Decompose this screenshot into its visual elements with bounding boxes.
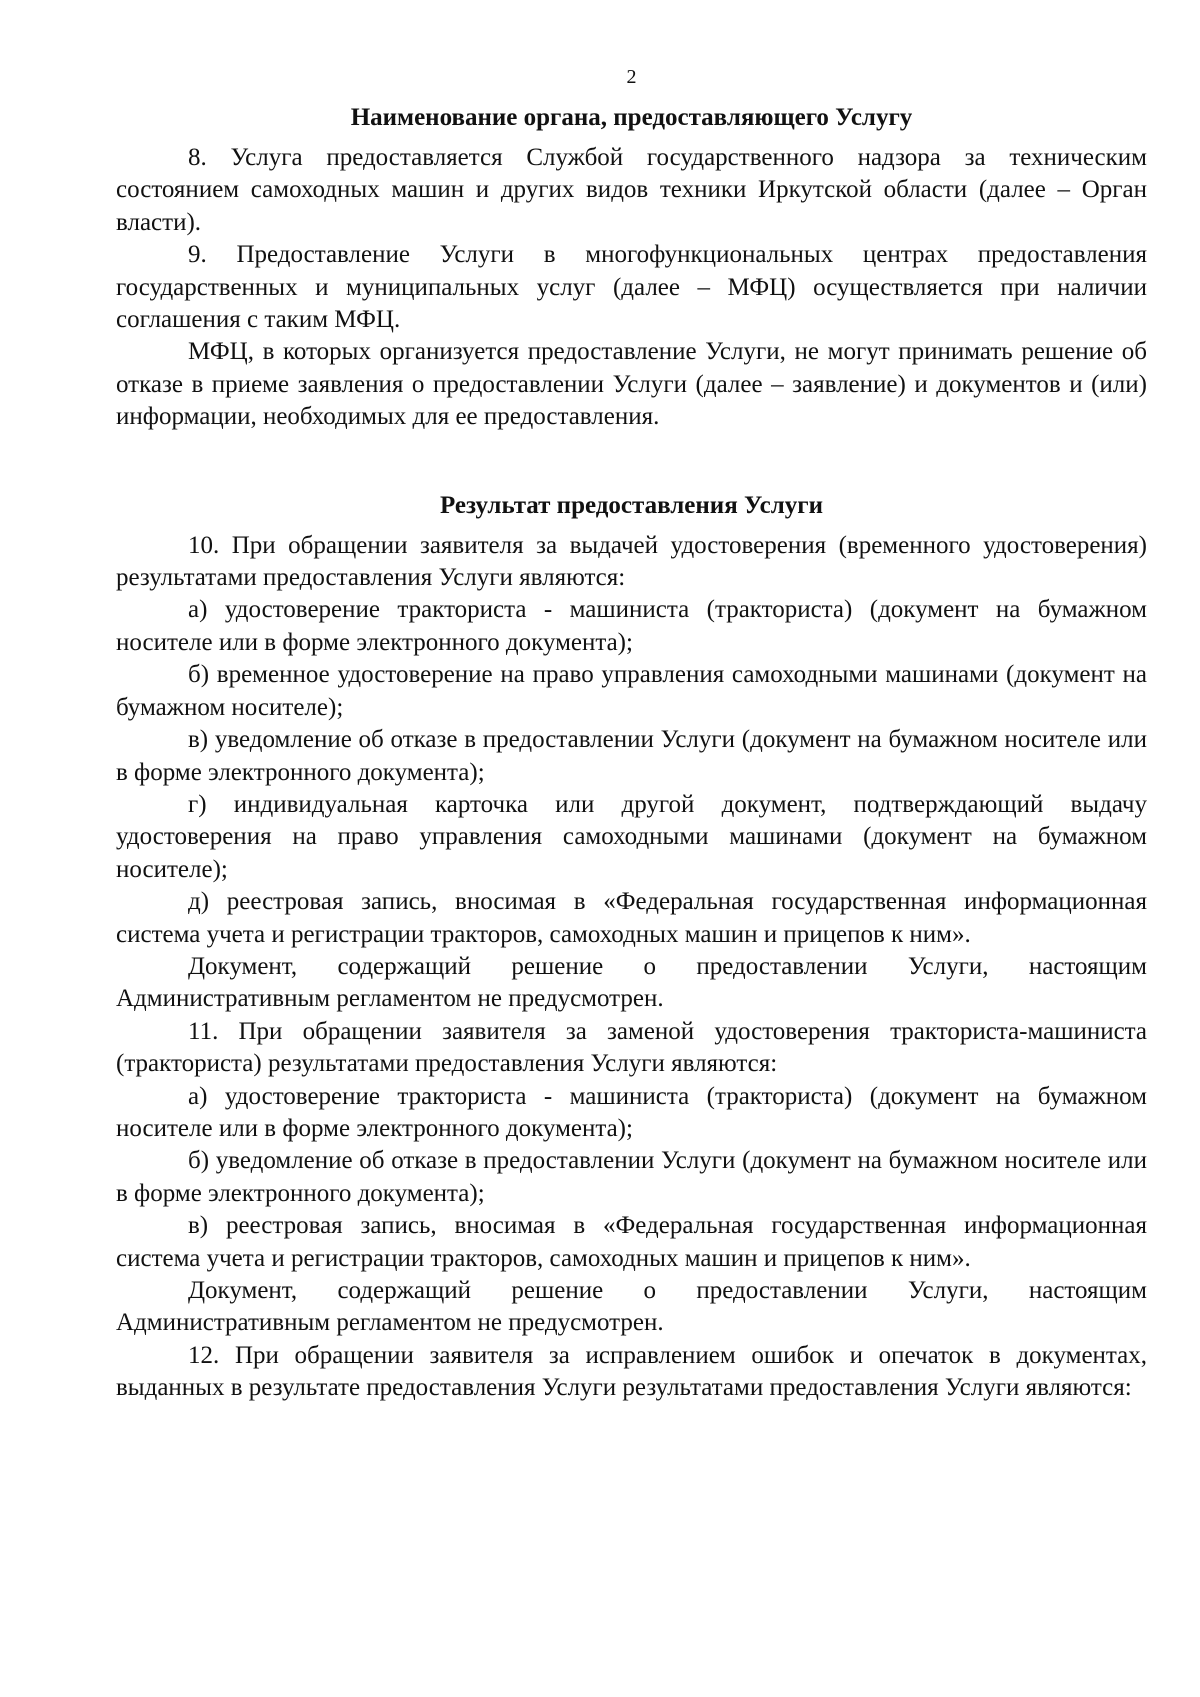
paragraph: Документ, содержащий решение о предоставлении Услуги, настоящим Административным регламентом не предусмотрен. (116, 952, 1147, 1013)
paragraph: г) индивидуальная карточка или другой документ, подтверждающий выдачу удостоверения на право управления самоходными машинами (документ на бумажном носителе); (116, 790, 1147, 883)
paragraph: б) временное удостоверение на право управления самоходными машинами (документ на бумажном носителе); (116, 661, 1147, 721)
paragraph: в) уведомление об отказе в предоставлении Услуги (документ на бумажном носителе или в форме электронного документа); (116, 726, 1147, 786)
paragraph: 11. При обращении заявителя за заменой удостоверения тракториста-машиниста (тракториста) результатами предоставления Услуги являются: (116, 1017, 1147, 1078)
paragraph: Документ, содержащий решение о предоставлении Услуги, настоящим Административным регламентом не предусмотрен. (116, 1277, 1147, 1337)
page-number: 2 (626, 66, 637, 88)
section-heading: Результат предоставления Услуги (439, 491, 823, 519)
paragraph: д) реестровая запись, вносимая в «Федеральная государственная информационная система учета и регистрации тракторов, самоходных машин и прицепов к ним». (116, 888, 1147, 948)
section-heading: Наименование органа, предоставляющего Услугу (350, 104, 913, 131)
paragraph: 10. При обращении заявителя за выдачей удостоверения (временного удостоверения) результатами предоставления Услуги являются: (116, 531, 1147, 592)
paragraph: 8. Услуга предоставляется Службой государственного надзора за техническим состоянием самоходных машин и других видов техники Иркутской области (далее – Орган власти). (116, 144, 1147, 236)
paragraph: 9. Предоставление Услуги в многофункциональных центрах предоставления государственных и муниципальных услуг (далее – МФЦ) осуществляется при наличии соглашения с таким МФЦ. (116, 241, 1147, 334)
paragraph: в) реестровая запись, вносимая в «Федеральная государственная информационная система учета и регистрации тракторов, самоходных машин и прицепов к ним». (116, 1212, 1147, 1272)
paragraph: б) уведомление об отказе в предоставлении Услуги (документ на бумажном носителе или в форме электронного документа); (116, 1147, 1147, 1207)
paragraph: а) удостоверение тракториста - машиниста (тракториста) (документ на бумажном носителе или в форме электронного документа); (116, 1082, 1147, 1142)
section-result (116, 490, 1147, 1405)
paragraph: а) удостоверение тракториста - машиниста (тракториста) (документ на бумажном носителе или в форме электронного документа); (116, 596, 1147, 656)
paragraph: МФЦ, в которых организуется предоставление Услуги, не могут принимать решение об отказе в приеме заявления о предоставлении Услуги (далее – заявление) и документов и (или) информации, необходимых для ее предоставления. (116, 338, 1147, 431)
paragraph: 12. При обращении заявителя за исправлением ошибок и опечаток в документах, выданных в результате предоставления Услуги результатами предоставления Услуги являются: (116, 1341, 1147, 1402)
document-page (116, 66, 1147, 1405)
section-authority (116, 102, 1147, 434)
